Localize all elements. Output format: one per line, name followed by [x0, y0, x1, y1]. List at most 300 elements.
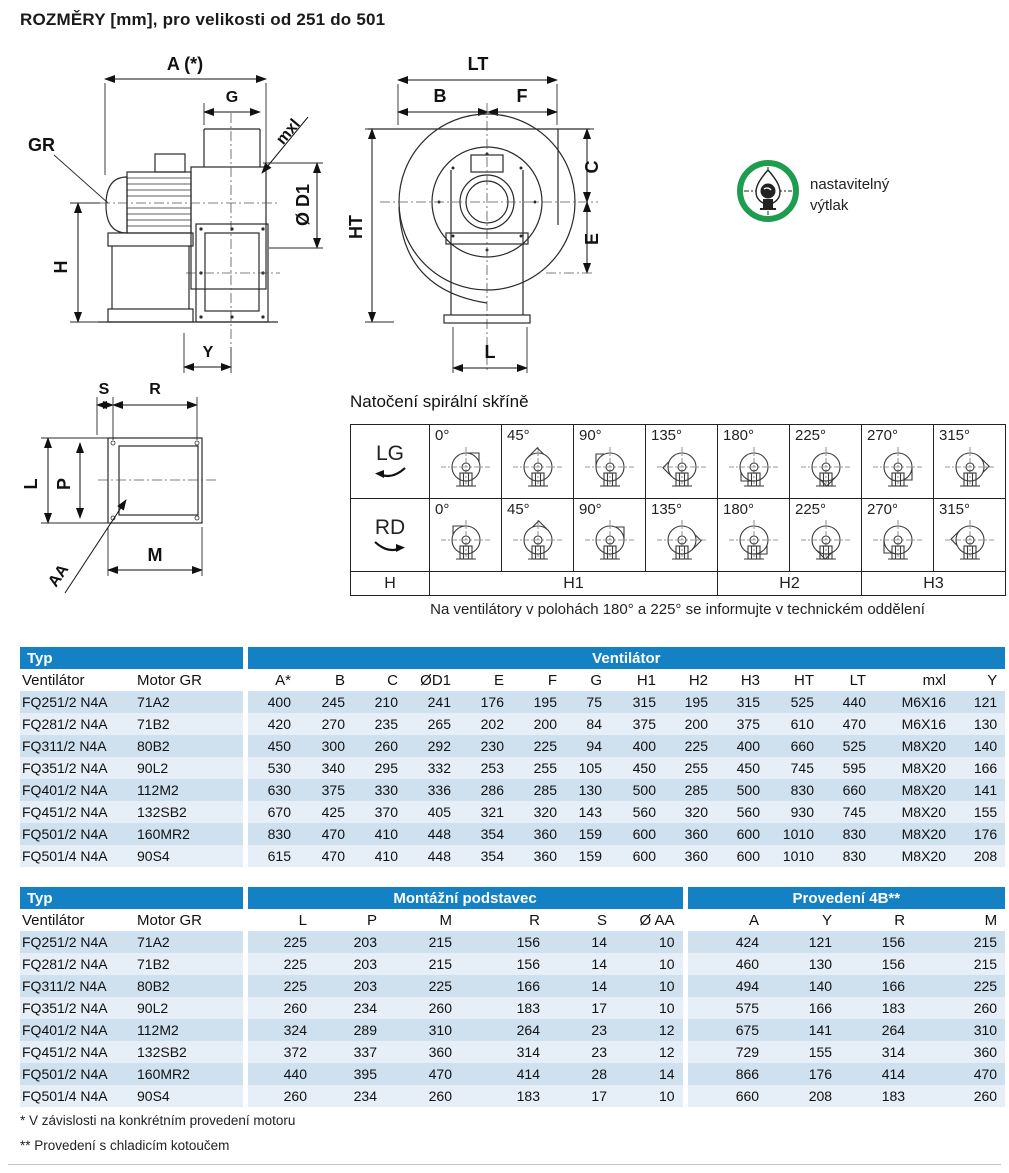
table-cell: FQ311/2 N4A: [22, 738, 107, 754]
fan-orientation-glyph: [510, 517, 566, 569]
rotation-angle-label: 45°: [507, 501, 530, 518]
dim-label-r: R: [149, 381, 161, 398]
table-cell: FQ251/2 N4A: [22, 934, 108, 950]
dim-label-gr: GR: [28, 135, 55, 155]
rotation-cell: [429, 425, 501, 498]
table-cell: FQ251/2 N4A: [22, 694, 108, 710]
table-cell: 255: [684, 760, 708, 776]
table-cell: 660: [842, 782, 866, 798]
table-cell: 264: [881, 1022, 906, 1038]
table-cell: 1010: [782, 826, 814, 842]
table-cell: M6X16: [901, 716, 946, 732]
table-cell: 234: [353, 1000, 377, 1016]
table-cell: 132SB2: [137, 804, 187, 820]
table-cell: 235: [374, 716, 398, 732]
table-cell: 360: [973, 1044, 998, 1060]
table-cell: 675: [685, 1019, 767, 1041]
table-cell: 234: [353, 1088, 377, 1104]
table-cell: 295: [374, 760, 398, 776]
rotation-note: Na ventilátory v polohách 180° a 225° se informujte v technickém oddělení: [430, 601, 925, 618]
table-cell: 660: [685, 1085, 767, 1107]
table-cell: 200: [533, 716, 557, 732]
table-cell: 270: [321, 716, 345, 732]
table-cell: 410: [374, 848, 398, 864]
column-header: Ventilátor: [20, 909, 135, 931]
table-cell: 336: [427, 782, 451, 798]
column-header: S: [548, 909, 615, 931]
table-cell: 208: [808, 1088, 833, 1104]
rotation-row-label-lg: LG: [351, 425, 429, 498]
table-cell: 176: [973, 826, 998, 842]
dim-label-g: G: [225, 89, 239, 106]
fan-orientation-glyph: [798, 444, 854, 496]
table-cell: M8X20: [901, 738, 946, 754]
table-cell: 253: [480, 760, 504, 776]
table-cell: 215: [428, 956, 452, 972]
table-cell: 71A2: [137, 934, 170, 950]
table-cell: FQ501/2 N4A: [22, 826, 108, 842]
table-cell: 405: [427, 804, 451, 820]
table-cell: 200: [684, 716, 708, 732]
base-plate-drawing: [20, 380, 340, 615]
table-cell: 560: [736, 804, 760, 820]
table-cell: 80B2: [137, 978, 170, 994]
table-cell: 12: [658, 1044, 675, 1060]
table-cell: 130: [973, 716, 998, 732]
badge-label-line2: výtlak: [810, 197, 849, 214]
page-title: ROZMĚRY [mm], pro velikosti od 251 do 501: [20, 10, 386, 29]
table-cell: 17: [591, 1000, 607, 1016]
table-cell: FQ281/2 N4A: [22, 956, 108, 972]
table-cell: 112M2: [137, 1022, 179, 1038]
table-cell: 332: [427, 760, 451, 776]
table-cell: 830: [790, 782, 814, 798]
table-cell: 400: [245, 691, 299, 713]
table-cell: 360: [684, 826, 708, 842]
table-cell: 420: [245, 713, 299, 735]
table-row: [20, 757, 1005, 779]
table-cell: 470: [321, 848, 345, 864]
table-cell: 729: [685, 1041, 767, 1063]
table-cell: 265: [427, 716, 451, 732]
table-cell: M6X16: [901, 694, 946, 710]
table-cell: 132SB2: [137, 1044, 187, 1060]
rotation-table: [350, 424, 1006, 596]
column-header: M: [913, 909, 1005, 931]
table-cell: FQ351/2 N4A: [22, 1000, 108, 1016]
table-cell: 375: [632, 716, 656, 732]
table-cell: 156: [881, 934, 906, 950]
table-cell: 600: [736, 826, 760, 842]
table-cell: 90S4: [137, 1088, 170, 1104]
rotation-angle-label: 180°: [723, 427, 755, 444]
table-cell: 372: [245, 1041, 315, 1063]
table-cell: 71B2: [137, 716, 170, 732]
rotation-angle-label: 225°: [795, 427, 827, 444]
dim-label-mxl: mxl: [273, 116, 304, 149]
table-cell: 448: [427, 848, 451, 864]
table-cell: 660: [790, 738, 814, 754]
table-cell: 260: [374, 738, 398, 754]
table-cell: 260: [245, 1085, 315, 1107]
column-header: Motor GR: [135, 669, 245, 691]
dim-label-aa: AA: [45, 561, 73, 591]
rotation-row-label-rd: RD: [351, 498, 429, 571]
rotation-angle-label: 315°: [939, 501, 971, 518]
table-cell: 337: [353, 1044, 377, 1060]
table-cell: 225: [684, 738, 708, 754]
rotation-angle-label: 270°: [867, 501, 899, 518]
table-cell: FQ501/4 N4A: [22, 848, 108, 864]
dim-label-l: L: [484, 342, 496, 362]
table-cell: 324: [245, 1019, 315, 1041]
table-cell: 183: [881, 1000, 906, 1016]
column-header: mxl: [874, 669, 954, 691]
dim-label-p: P: [54, 477, 74, 491]
column-header: H1: [610, 669, 664, 691]
table-row: [20, 1019, 1005, 1041]
column-header: E: [459, 669, 512, 691]
table-cell: FQ281/2 N4A: [22, 716, 108, 732]
rotation-cell: [501, 498, 573, 571]
table-cell: FQ451/2 N4A: [22, 1044, 108, 1060]
motor-fins: [127, 178, 191, 226]
table-cell: 166: [516, 978, 540, 994]
rotation-angle-label: 45°: [507, 427, 530, 444]
table-cell: 12: [658, 1022, 675, 1038]
rotation-cell: [933, 498, 1005, 571]
table-cell: 10: [658, 934, 675, 950]
table-cell: 176: [480, 694, 504, 710]
table-cell: 105: [578, 760, 602, 776]
table-cell: 159: [578, 826, 602, 842]
rotation-cell: [573, 498, 645, 571]
table-cell: FQ401/2 N4A: [22, 1022, 108, 1038]
adjustable-outlet-icon: [735, 158, 801, 224]
table-cell: 440: [842, 694, 866, 710]
table-cell: 245: [321, 694, 345, 710]
badge-label-line1: nastavitelný: [810, 176, 890, 193]
rotation-cell: [717, 425, 789, 498]
table-row: [20, 1063, 1005, 1085]
table-cell: 292: [427, 738, 451, 754]
table-cell: 215: [973, 956, 998, 972]
table-row: [20, 1041, 1005, 1063]
table-cell: 414: [881, 1066, 906, 1082]
table-cell: 260: [428, 1088, 452, 1104]
table-cell: 10: [658, 1000, 675, 1016]
column-header: HT: [768, 669, 822, 691]
dimensions-table-ventilator: [20, 647, 1005, 867]
rotation-footer-h: H: [351, 571, 429, 595]
column-header: P: [315, 909, 385, 931]
table-cell: 600: [632, 826, 656, 842]
table-cell: 156: [516, 934, 540, 950]
column-header: B: [299, 669, 353, 691]
table-cell: 10: [658, 956, 675, 972]
rotation-cell: [789, 498, 861, 571]
table-row: [20, 953, 1005, 975]
badge-label: [810, 174, 889, 216]
dim-label-c: C: [582, 160, 602, 174]
table2-group-provedeni: Provedení 4B**: [685, 887, 1005, 909]
rotation-angle-label: 180°: [723, 501, 755, 518]
table-cell: 320: [533, 804, 557, 820]
table-cell: 225: [428, 978, 452, 994]
rotation-cell: [789, 425, 861, 498]
fan-orientation-glyph: [870, 517, 926, 569]
dimensions-table-base: [20, 887, 1005, 1107]
table-cell: 460: [685, 953, 767, 975]
table-cell: 395: [353, 1066, 377, 1082]
table-cell: 166: [808, 1000, 833, 1016]
table1-group-header: [20, 647, 1005, 669]
table-cell: 314: [516, 1044, 540, 1060]
table2-group-header: [20, 887, 1005, 909]
table-cell: 225: [973, 978, 998, 994]
cw-arrow-icon: [372, 540, 408, 555]
table-cell: 525: [790, 694, 814, 710]
table-cell: 202: [480, 716, 504, 732]
rotation-cell: [717, 498, 789, 571]
table-cell: 160MR2: [137, 1066, 190, 1082]
rotation-footer-h2: H2: [717, 571, 861, 595]
column-header: Ventilátor: [20, 669, 135, 691]
table-cell: 375: [321, 782, 345, 798]
table-cell: 166: [881, 978, 906, 994]
dim-label-lt: LT: [467, 54, 489, 74]
fan-orientation-glyph: [726, 517, 782, 569]
table-cell: 330: [374, 782, 398, 798]
fan-orientation-glyph: [942, 517, 998, 569]
table-cell: 354: [480, 826, 504, 842]
table-cell: 930: [790, 804, 814, 820]
table-cell: 670: [245, 801, 299, 823]
table-cell: 448: [427, 826, 451, 842]
table-cell: 830: [245, 823, 299, 845]
table-cell: 23: [591, 1022, 607, 1038]
fan-orientation-glyph: [942, 444, 998, 496]
plate-holes: [111, 441, 199, 520]
column-header: L: [245, 909, 315, 931]
table-cell: 260: [973, 1088, 998, 1104]
table-cell: M8X20: [901, 826, 946, 842]
table-cell: 440: [245, 1063, 315, 1085]
table-cell: 28: [591, 1066, 607, 1082]
table-row: [20, 997, 1005, 1019]
rotation-angle-label: 135°: [651, 501, 683, 518]
table-cell: 10: [658, 978, 675, 994]
table-cell: 470: [842, 716, 866, 732]
fan-orientation-glyph: [582, 517, 638, 569]
table-cell: 745: [842, 804, 866, 820]
table-cell: 470: [973, 1066, 998, 1082]
footnote-2: ** Provedení s chladicím kotoučem: [20, 1138, 230, 1153]
dim-label-f: F: [516, 86, 528, 106]
table-cell: 10: [658, 1088, 675, 1104]
fan-orientation-glyph: [726, 444, 782, 496]
table-cell: 84: [586, 716, 602, 732]
table-cell: 600: [736, 848, 760, 864]
table-row: [20, 823, 1005, 845]
table-cell: 71B2: [137, 956, 170, 972]
table-cell: 176: [808, 1066, 833, 1082]
table-cell: 208: [973, 848, 998, 864]
table-cell: 183: [881, 1088, 906, 1104]
table-cell: 230: [480, 738, 504, 754]
column-header: H2: [664, 669, 716, 691]
fan-orientation-glyph: [654, 517, 710, 569]
table-cell: 155: [973, 804, 998, 820]
table-cell: 183: [516, 1000, 540, 1016]
table-cell: 14: [591, 934, 607, 950]
table-cell: 450: [632, 760, 656, 776]
table-cell: 360: [428, 1044, 452, 1060]
table-cell: 560: [632, 804, 656, 820]
table-cell: 360: [684, 848, 708, 864]
column-header: A: [685, 909, 767, 931]
table-cell: 500: [736, 782, 760, 798]
table-cell: 630: [245, 779, 299, 801]
table-cell: 320: [684, 804, 708, 820]
table2-body: [20, 931, 1005, 1107]
table-cell: 260: [973, 1000, 998, 1016]
table-cell: 90L2: [137, 760, 169, 776]
table-cell: 500: [632, 782, 656, 798]
table-cell: 14: [591, 978, 607, 994]
table-cell: 600: [632, 848, 656, 864]
table-cell: FQ311/2 N4A: [22, 978, 107, 994]
table2-column-header-row: [20, 909, 1005, 931]
table1-group-typ: Typ: [20, 647, 245, 669]
column-header: LT: [822, 669, 874, 691]
fan-orientation-glyph: [654, 444, 710, 496]
column-header: F: [512, 669, 565, 691]
table-row: [20, 713, 1005, 735]
table-cell: 450: [245, 735, 299, 757]
rotation-cell: [429, 498, 501, 571]
fan-orientation-glyph: [870, 444, 926, 496]
table-cell: 155: [808, 1044, 833, 1060]
table1-group-ventilator: Ventilátor: [245, 647, 1005, 669]
rotation-cell: [645, 498, 717, 571]
rotation-footer-h1: H1: [429, 571, 717, 595]
table-cell: 14: [591, 956, 607, 972]
table-cell: 610: [790, 716, 814, 732]
rotation-cell: [501, 425, 573, 498]
table-cell: 494: [685, 975, 767, 997]
table-cell: 255: [533, 760, 557, 776]
dim-label-m: M: [147, 545, 163, 565]
dim-label-y: Y: [202, 344, 214, 361]
table-cell: 285: [684, 782, 708, 798]
table-cell: 159: [578, 848, 602, 864]
table-cell: 160MR2: [137, 826, 190, 842]
table-cell: 470: [321, 826, 345, 842]
table-cell: 90S4: [137, 848, 170, 864]
table-cell: 360: [533, 826, 557, 842]
fan-orientation-glyph: [438, 517, 494, 569]
table-cell: 260: [245, 997, 315, 1019]
rotation-cell: [573, 425, 645, 498]
fan-orientation-glyph: [798, 517, 854, 569]
side-view-drawing: [20, 55, 355, 390]
table-cell: 195: [684, 694, 708, 710]
rotation-footer-h3: H3: [861, 571, 1005, 595]
table-cell: FQ501/2 N4A: [22, 1066, 108, 1082]
table-cell: 140: [808, 978, 833, 994]
table-cell: 195: [533, 694, 557, 710]
table-cell: 225: [533, 738, 557, 754]
table-cell: 530: [245, 757, 299, 779]
ccw-arrow-icon: [372, 466, 408, 481]
table-cell: 80B2: [137, 738, 170, 754]
table1-body: [20, 691, 1005, 867]
table-cell: 141: [973, 782, 998, 798]
table-row: [20, 735, 1005, 757]
fan-orientation-glyph: [438, 444, 494, 496]
table-cell: 71A2: [137, 694, 170, 710]
table-cell: M8X20: [901, 848, 946, 864]
table-cell: FQ451/2 N4A: [22, 804, 108, 820]
table2-group-podstavec: Montážní podstavec: [245, 887, 685, 909]
table-cell: 14: [658, 1066, 675, 1082]
table-cell: 121: [808, 934, 833, 950]
table-cell: 112M2: [137, 782, 179, 798]
table-cell: 203: [353, 978, 377, 994]
table-cell: 286: [480, 782, 504, 798]
table-cell: 121: [973, 694, 998, 710]
table-cell: 830: [842, 848, 866, 864]
column-header: A*: [245, 669, 299, 691]
table-cell: 315: [736, 694, 760, 710]
table2-group-typ: Typ: [20, 887, 245, 909]
column-header: H3: [716, 669, 768, 691]
table-cell: 241: [427, 694, 451, 710]
table-cell: 375: [736, 716, 760, 732]
column-header: R: [840, 909, 913, 931]
rotation-table-heading: Natočení spirální skříně: [350, 392, 529, 411]
bottom-rule: [8, 1164, 1001, 1165]
table1-column-header-row: [20, 669, 1005, 691]
table-cell: 340: [321, 760, 345, 776]
rotation-cell: [861, 498, 933, 571]
table-cell: 830: [842, 826, 866, 842]
table-cell: 203: [353, 934, 377, 950]
column-header: ØD1: [406, 669, 459, 691]
rotation-angle-label: 90°: [579, 427, 602, 444]
table-cell: FQ501/4 N4A: [22, 1088, 108, 1104]
table-cell: 525: [842, 738, 866, 754]
table-row: [20, 975, 1005, 997]
table-row: [20, 845, 1005, 867]
table-cell: 400: [736, 738, 760, 754]
table-cell: 354: [480, 848, 504, 864]
table-cell: 143: [578, 804, 602, 820]
rotation-angle-label: 0°: [435, 427, 450, 444]
column-header: R: [460, 909, 548, 931]
table-cell: 94: [586, 738, 602, 754]
table-cell: M8X20: [901, 782, 946, 798]
column-header: C: [353, 669, 406, 691]
table-cell: 215: [428, 934, 452, 950]
table-cell: 310: [428, 1022, 452, 1038]
column-header: Y: [767, 909, 840, 931]
table-cell: 300: [321, 738, 345, 754]
table-cell: 23: [591, 1044, 607, 1060]
table-cell: 400: [632, 738, 656, 754]
table-cell: 130: [808, 956, 833, 972]
